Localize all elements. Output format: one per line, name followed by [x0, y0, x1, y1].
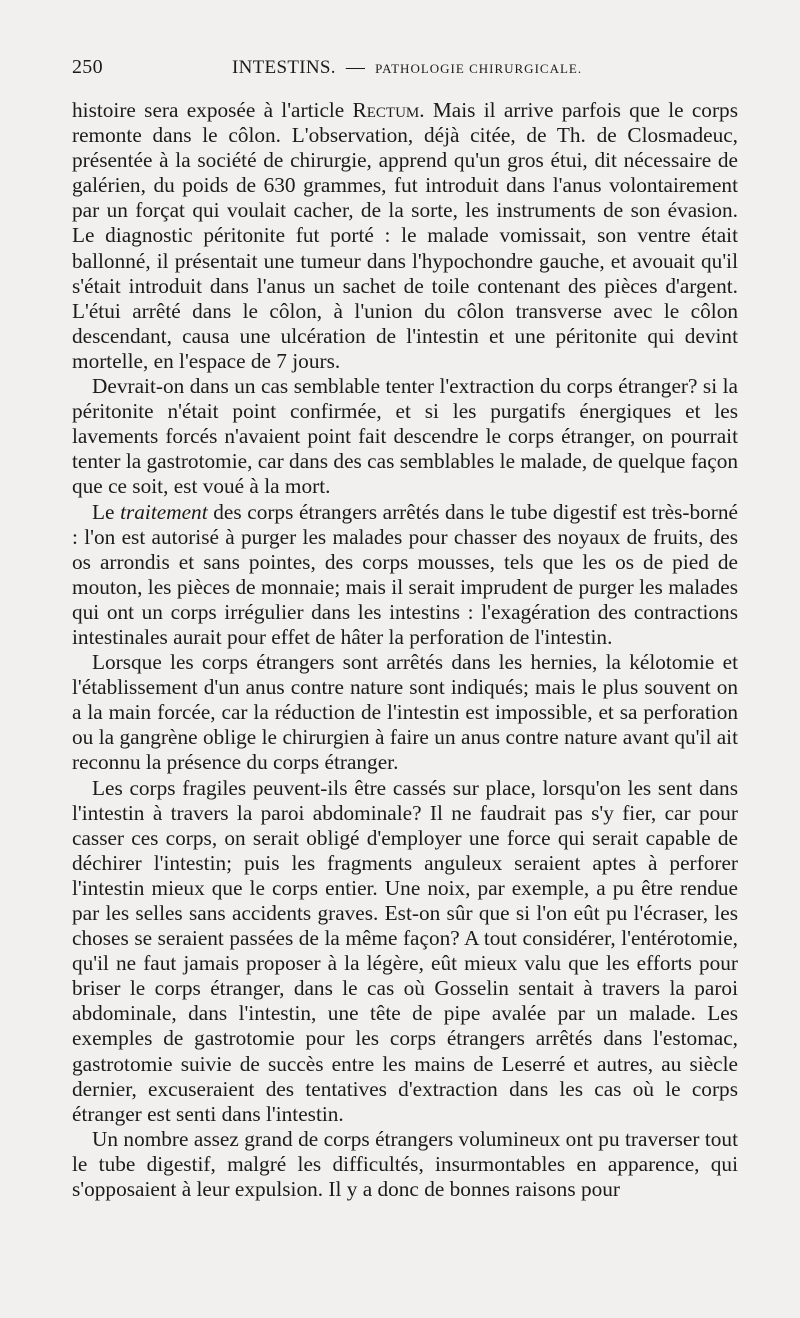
running-head-subtitle: PATHOLOGIE CHIRURGICALE.: [375, 61, 583, 76]
paragraph: [72, 500, 738, 651]
text-segment: Un nombre assez grand de corps étrangers volumineux ont pu traverser tout le tube digestif, malgré les difficultés, insurmontables en apparence, qui s'opposaient à leur expulsion. Il y a donc de bonnes raisons pour: [72, 1126, 738, 1202]
running-head: [72, 56, 738, 98]
running-head-title: INTESTINS.: [232, 57, 336, 78]
small-caps-term: Rectum: [352, 98, 420, 122]
paragraph: [72, 650, 738, 775]
text-segment: Lorsque les corps étrangers sont arrêtés dans les hernies, la kélotomie et l'établissement d'un anus contre nature sont indiqués; mais le plus souvent on a la main forcée, car la réduction de l'intestin est impossible, et sa perforation ou la gangrène oblige le chirurgien à faire un anus contre nature avant qu'il ait reconnu la présence du corps étranger.: [72, 650, 738, 775]
paragraph: [72, 98, 738, 374]
text-segment: . Mais il arrive parfois que le corps remonte dans le côlon. L'observation, déjà citée, de Th. de Closmadeuc, présentée à la société de chirurgie, apprend qu'un gros étui, dit nécessaire de galérien, du poids de 630 grammes, fut introduit dans l'anus volontairement par un forçat qui voulait cacher, de la sorte, les instruments de son évasion. Le diagnostic péritonite fut porté : le malade vomissait, son ventre était ballonné, il présentait une tumeur dans l'hypochondre gauche, et avouait qu'il s'était introduit dans l'anus un sachet de toile contenant des pièces d'argent. L'étui arrêté dans le côlon, à l'union du côlon transverse avec le côlon descendant, causa une ulcération de l'intestin et une péritonite qui devint mortelle, en l'espace de 7 jours.: [72, 98, 738, 373]
text-segment: des corps étrangers arrêtés dans le tube digestif est très-borné : l'on est autorisé à purger les malades pour chasser des noyaux de fruits, des os arrondis et sans pointes, des corps mousses, tels que les os de pied de mouton, les pièces de monnaie; mais il serait imprudent de purger les malades qui ont un corps irrégulier dans les intestins : l'exagération des contractions intestinales aurait pour effet de hâter la perforation de l'intestin.: [72, 499, 738, 649]
text-segment: histoire sera exposée à l'article: [72, 98, 353, 122]
running-head-dash: —: [345, 57, 366, 78]
body-text: [72, 98, 738, 1202]
text-segment: Les corps fragiles peuvent-ils être cassés sur place, lorsqu'on les sent dans l'intestin à travers la paroi abdominale? Il ne faudrait pas s'y fier, car pour casser ces corps, on serait obligé d'employer une force qui serait capable de déchirer l'intestin; puis les fragments anguleux seraient aptes à perforer l'intestin mieux que le corps entier. Une noix, par exemple, a pu être rendue par les selles sans accidents graves. Est-on sûr que si l'on eût pu l'écraser, les choses se seraient passées de la même façon? A tout considérer, l'entérotomie, qu'il ne faut jamais proposer à la légère, eût mieux valu que les efforts pour briser le corps étranger, dans le cas où Gosselin sentait à travers la paroi abdominale, dans l'intestin, une tête de pipe avalée par un malade. Les exemples de gastrotomie pour les corps étrangers arrêtés dans l'estomac, gastrotomie suivie de succès entre les mains de Leserré et autres, au siècle dernier, excuseraient des tentatives d'extraction dans les cas où le corps étranger est senti dans l'intestin.: [72, 775, 738, 1126]
text-segment: Devrait-on dans un cas semblable tenter l'extraction du corps étranger? si la péritonite n'était point confirmée, et si les purgatifs énergiques et les lavements forcés n'avaient point fait descendre le corps étranger, on pourrait tenter la gastrotomie, car dans des cas semblables le malade, de quelque façon que ce soit, est voué à la mort.: [72, 374, 738, 499]
paragraph: [72, 776, 738, 1127]
paragraph: [72, 1127, 738, 1202]
italic-term: traitement: [120, 499, 208, 524]
paragraph: [72, 374, 738, 499]
text-segment: Le: [92, 499, 121, 524]
page-number: 250: [72, 56, 103, 78]
